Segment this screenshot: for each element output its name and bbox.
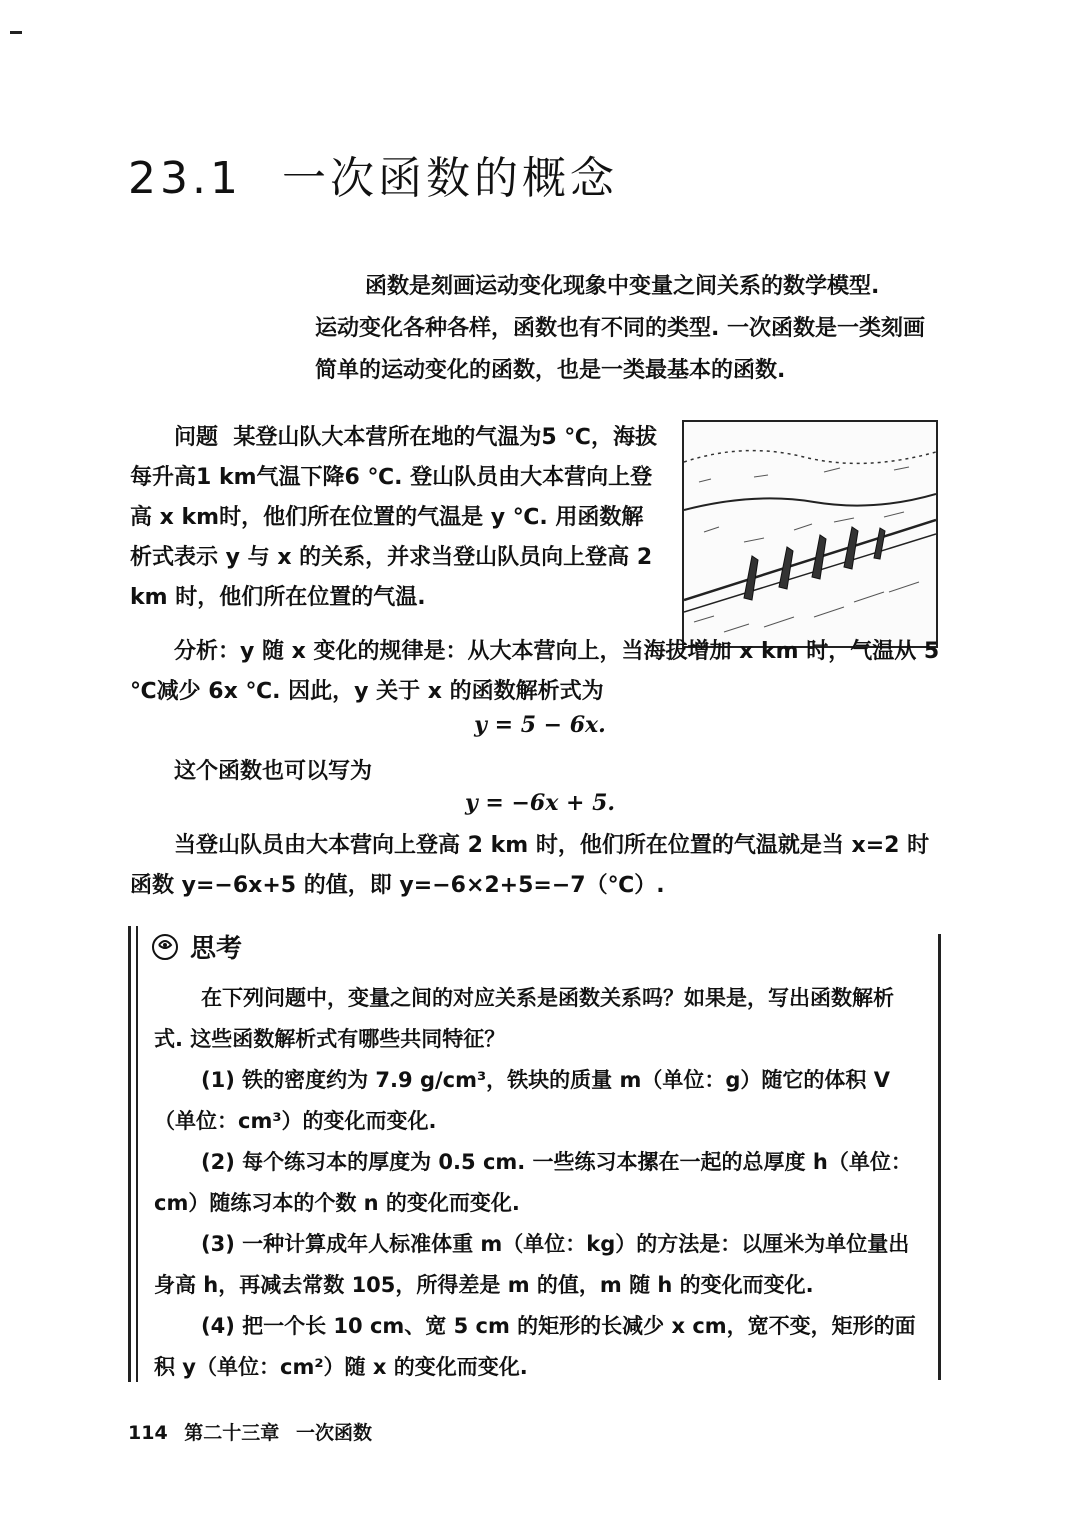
page-number: 114 [128, 1422, 168, 1444]
problem-text: 某登山队大本营所在地的气温为5 ℃，海拔每升高1 km气温下降6 ℃. 登山队员由大本营向上登高 x km时，他们所在位置的气温是 y ℃. 用函数解析式表示 y 与 x 的关系，并求当登山队员向上登高 2 km 时，他们所在位置的气温. [130, 425, 657, 610]
think-box-border-right [938, 934, 941, 1380]
think-box-border-left-inner [136, 926, 138, 1382]
snow-peak [684, 451, 936, 464]
think-intro: 在下列问题中，变量之间的对应关系是函数关系吗？如果是，写出函数解析式. 这些函数解析式有哪些共同特征？ [154, 986, 894, 1051]
problem-paragraph [130, 418, 665, 618]
intro-paragraph [315, 266, 940, 392]
conclusion-text: 当登山队员由大本营向上登高 2 km 时，他们所在位置的气温就是当 x=2 时函数 y=−6x+5 的值，即 y=−6×2+5=−7（℃）. [130, 833, 930, 898]
chapter-label: 第二十三章 [184, 1422, 280, 1444]
chapter-title: 一次函数 [295, 1422, 372, 1444]
intro-rest: 运动变化各种各样，函数也有不同的类型. 一次函数是一类刻画简单的运动变化的函数，也是一类最基本的函数. [315, 316, 926, 383]
intro-line1: 函数是刻画运动变化现象中变量之间关系的数学模型. [365, 274, 880, 299]
mountain-climbers-photo [682, 420, 938, 648]
ridge-line-lower2 [684, 534, 936, 612]
page-footer [128, 1418, 372, 1445]
think-item-1: (1) 铁的密度约为 7.9 g/cm³，铁块的质量 m（单位：g）随它的体积 V（单位：cm³）的变化而变化. [154, 1068, 890, 1133]
formula-1: y = 5 − 6x. [474, 712, 606, 738]
ridge-line-lower [684, 520, 936, 600]
ridge-line-upper [684, 494, 936, 510]
rewrite-text: 这个函数也可以写为 [174, 759, 373, 784]
formula-2: y = −6x + 5. [464, 790, 616, 816]
analysis-paragraph [130, 632, 940, 712]
mountain-climbers-icon [684, 422, 936, 646]
problem-label: 问题 [174, 425, 219, 450]
corner-mark [10, 31, 22, 34]
think-item-3: (3) 一种计算成年人标准体重 m（单位：kg）的方法是：以厘米为单位量出身高 h，再减去常数 105，所得差是 m 的值，m 随 h 的变化而变化. [154, 1232, 910, 1297]
think-body [154, 978, 919, 1388]
conclusion-paragraph [130, 826, 940, 906]
think-box [128, 926, 943, 1382]
rewrite-paragraph [130, 752, 940, 792]
think-header [150, 928, 242, 965]
section-title [128, 142, 618, 206]
climbers [744, 527, 885, 600]
analysis-text: 分析：y 随 x 变化的规律是：从大本营向上，当海拔增加 x km 时，气温从 5 ℃减少 6x ℃. 因此，y 关于 x 的函数解析式为 [130, 639, 940, 704]
thinking-head-icon [150, 932, 180, 962]
think-item-4: (4) 把一个长 10 cm、宽 5 cm 的矩形的长减少 x cm，宽不变，矩形的面积 y（单位：cm²）随 x 的变化而变化. [154, 1314, 916, 1379]
section-title-text: 一次函数的概念 [281, 153, 618, 204]
section-number: 23.1 [128, 153, 242, 204]
think-box-border-left [128, 926, 131, 1382]
think-title: 思考 [190, 934, 243, 964]
think-item-2: (2) 每个练习本的厚度为 0.5 cm. 一些练习本摞在一起的总厚度 h（单位：cm）随练习本的个数 n 的变化而变化. [154, 1150, 912, 1215]
